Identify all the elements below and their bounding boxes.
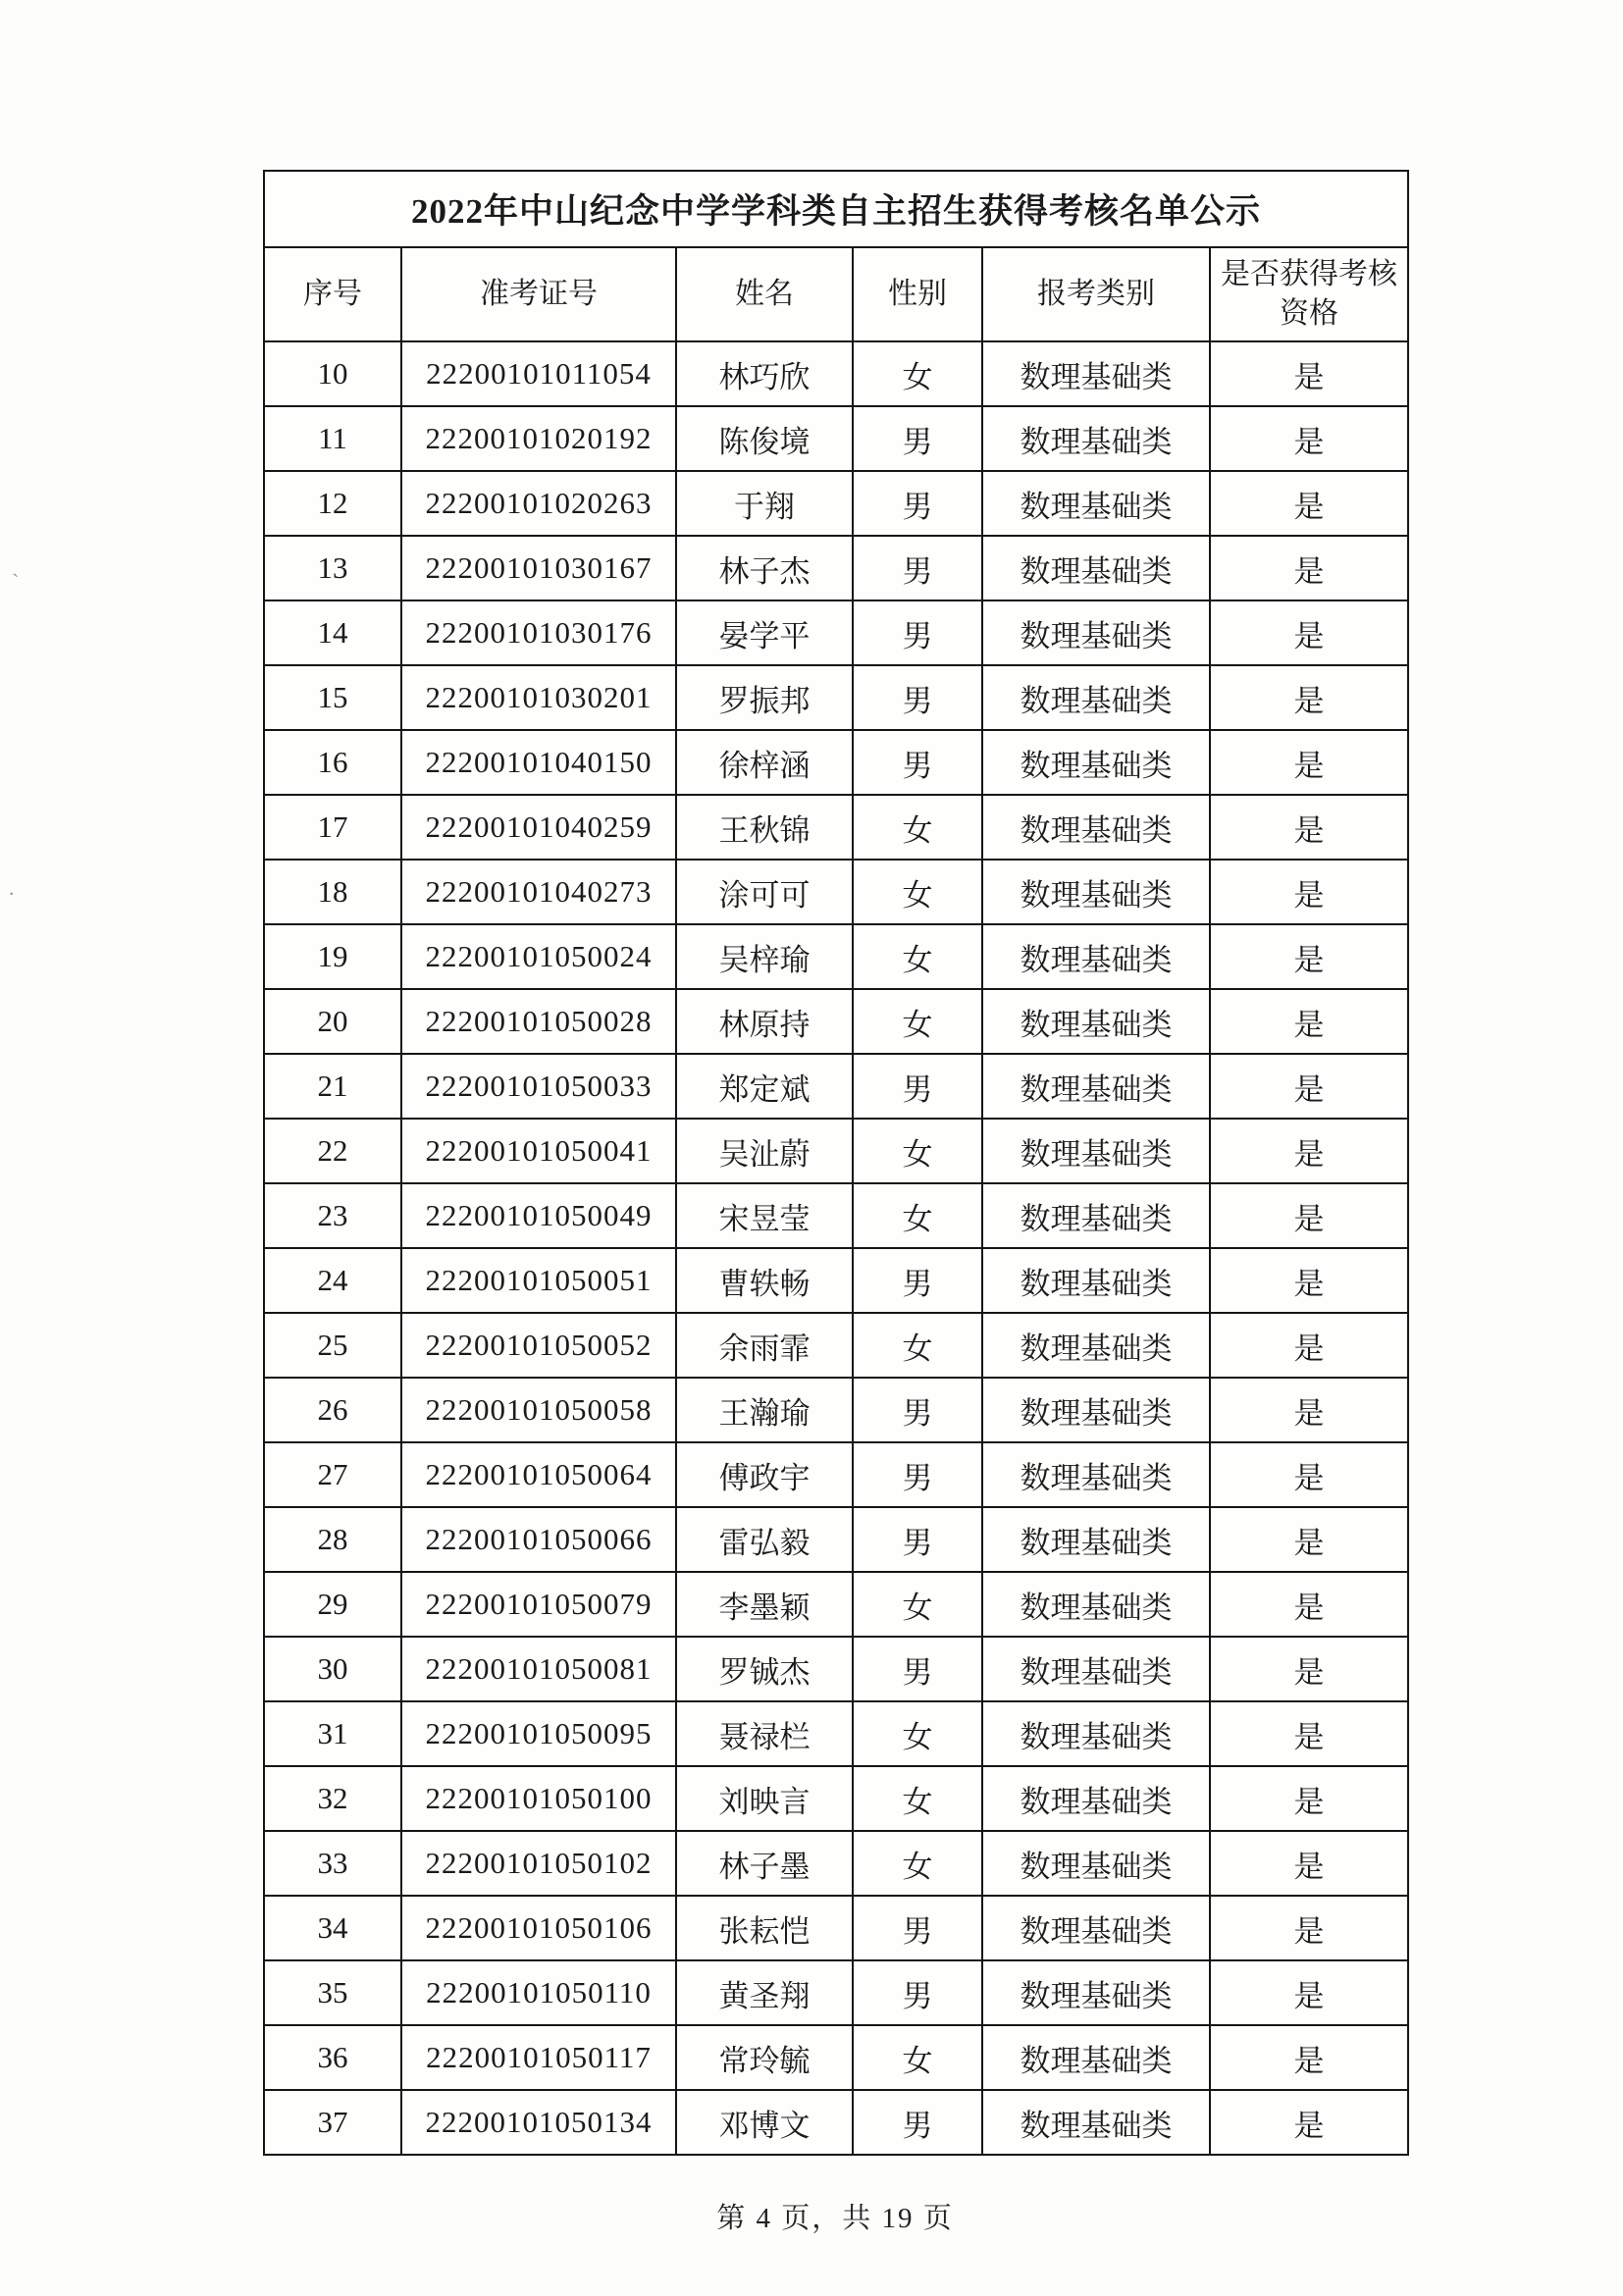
table-cell: 32	[264, 1766, 401, 1831]
table-cell: 是	[1210, 1960, 1408, 2025]
table-cell: 22200101050033	[401, 1054, 676, 1119]
table-row	[264, 665, 1408, 730]
table-cell: 22200101020263	[401, 471, 676, 536]
table-row	[264, 1766, 1408, 1831]
table-cell: 22200101050106	[401, 1896, 676, 1960]
table-cell: 曹轶畅	[676, 1248, 853, 1313]
table-cell: 24	[264, 1248, 401, 1313]
table-cell: 罗铖杰	[676, 1637, 853, 1701]
table-cell: 数理基础类	[982, 471, 1210, 536]
table-cell: 22200101050051	[401, 1248, 676, 1313]
table-cell: 郑定斌	[676, 1054, 853, 1119]
table-cell: 林原持	[676, 989, 853, 1054]
table-cell: 余雨霏	[676, 1313, 853, 1378]
table-cell: 徐梓涵	[676, 730, 853, 795]
table-cell: 34	[264, 1896, 401, 1960]
table-cell: 22200101020192	[401, 406, 676, 471]
table-cell: 28	[264, 1507, 401, 1572]
table-cell: 女	[853, 1119, 982, 1183]
table-cell: 22200101050052	[401, 1313, 676, 1378]
table-cell: 张耘恺	[676, 1896, 853, 1960]
table-cell: 22200101050058	[401, 1378, 676, 1442]
table-cell: 晏学平	[676, 600, 853, 665]
table-cell: 宋昱莹	[676, 1183, 853, 1248]
table-cell: 是	[1210, 600, 1408, 665]
table-cell: 是	[1210, 1507, 1408, 1572]
table-cell: 19	[264, 924, 401, 989]
table-cell: 12	[264, 471, 401, 536]
table-cell: 是	[1210, 1831, 1408, 1896]
table-cell: 18	[264, 860, 401, 924]
table-row	[264, 341, 1408, 406]
table-cell: 数理基础类	[982, 406, 1210, 471]
page-number: 第 4 页，共 19 页	[716, 2203, 954, 2234]
table-row	[264, 1896, 1408, 1960]
table-cell: 吴梓瑜	[676, 924, 853, 989]
table-cell: 是	[1210, 1313, 1408, 1378]
table-cell: 16	[264, 730, 401, 795]
table-cell: 是	[1210, 1183, 1408, 1248]
table-cell: 是	[1210, 1054, 1408, 1119]
table-cell: 数理基础类	[982, 1313, 1210, 1378]
table-cell: 女	[853, 860, 982, 924]
table-cell: 22	[264, 1119, 401, 1183]
table-row	[264, 406, 1408, 471]
table-cell: 女	[853, 795, 982, 860]
table-cell: 22200101050110	[401, 1960, 676, 2025]
table-cell: 数理基础类	[982, 2090, 1210, 2155]
table-cell: 雷弘毅	[676, 1507, 853, 1572]
table-cell: 数理基础类	[982, 1248, 1210, 1313]
table-cell: 是	[1210, 1896, 1408, 1960]
table-cell: 数理基础类	[982, 1896, 1210, 1960]
qualification-table	[263, 170, 1409, 2156]
table-row	[264, 1442, 1408, 1507]
table-cell: 是	[1210, 1766, 1408, 1831]
table-cell: 22200101050134	[401, 2090, 676, 2155]
table-cell: 22200101050102	[401, 1831, 676, 1896]
table-cell: 22200101040273	[401, 860, 676, 924]
table-cell: 数理基础类	[982, 730, 1210, 795]
table-cell: 是	[1210, 406, 1408, 471]
table-row	[264, 989, 1408, 1054]
table-cell: 22200101030201	[401, 665, 676, 730]
table-cell: 17	[264, 795, 401, 860]
table-cell: 数理基础类	[982, 1637, 1210, 1701]
table-cell: 男	[853, 2090, 982, 2155]
table-cell: 是	[1210, 2090, 1408, 2155]
table-cell: 数理基础类	[982, 860, 1210, 924]
table-cell: 数理基础类	[982, 341, 1210, 406]
table-cell: 数理基础类	[982, 1766, 1210, 1831]
table-cell: 22200101050024	[401, 924, 676, 989]
table-header-row	[264, 247, 1408, 341]
table-row	[264, 1507, 1408, 1572]
table-cell: 是	[1210, 730, 1408, 795]
table-cell: 37	[264, 2090, 401, 2155]
table-cell: 林子墨	[676, 1831, 853, 1896]
table-cell: 邓博文	[676, 2090, 853, 2155]
table-cell: 是	[1210, 1701, 1408, 1766]
table-row	[264, 471, 1408, 536]
table-cell: 22200101050095	[401, 1701, 676, 1766]
table-cell: 11	[264, 406, 401, 471]
table-cell: 是	[1210, 341, 1408, 406]
column-header-seq: 序号	[264, 247, 401, 341]
table-body	[264, 341, 1408, 2155]
table-row	[264, 1378, 1408, 1442]
table-cell: 男	[853, 600, 982, 665]
table-cell: 女	[853, 1313, 982, 1378]
table-cell: 13	[264, 536, 401, 600]
table-cell: 是	[1210, 1378, 1408, 1442]
column-header-name: 姓名	[676, 247, 853, 341]
table-cell: 男	[853, 1960, 982, 2025]
table-cell: 女	[853, 1572, 982, 1637]
table-cell: 女	[853, 1831, 982, 1896]
table-row	[264, 1313, 1408, 1378]
table-cell: 李墨颖	[676, 1572, 853, 1637]
table-cell: 男	[853, 1507, 982, 1572]
table-cell: 22200101050064	[401, 1442, 676, 1507]
table-cell: 30	[264, 1637, 401, 1701]
table-cell: 女	[853, 989, 982, 1054]
table-cell: 是	[1210, 1637, 1408, 1701]
table-cell: 22200101050081	[401, 1637, 676, 1701]
table-cell: 傅政宇	[676, 1442, 853, 1507]
table-cell: 王瀚瑜	[676, 1378, 853, 1442]
table-cell: 31	[264, 1701, 401, 1766]
table-cell: 罗振邦	[676, 665, 853, 730]
table-cell: 22200101050066	[401, 1507, 676, 1572]
column-header-ticket: 准考证号	[401, 247, 676, 341]
table-cell: 是	[1210, 1119, 1408, 1183]
table-cell: 数理基础类	[982, 1378, 1210, 1442]
column-header-category: 报考类别	[982, 247, 1210, 341]
table-cell: 是	[1210, 860, 1408, 924]
table-cell: 15	[264, 665, 401, 730]
table-cell: 是	[1210, 1572, 1408, 1637]
table-cell: 数理基础类	[982, 1960, 1210, 2025]
table-cell: 女	[853, 1183, 982, 1248]
table-cell: 22200101050041	[401, 1119, 676, 1183]
table-cell: 数理基础类	[982, 2025, 1210, 2090]
table-cell: 20	[264, 989, 401, 1054]
table-row	[264, 1054, 1408, 1119]
table-row	[264, 1701, 1408, 1766]
column-header-qualify: 是否获得考核资格	[1210, 247, 1408, 341]
table-title-row	[264, 171, 1408, 247]
table-cell: 数理基础类	[982, 1054, 1210, 1119]
table-row	[264, 1572, 1408, 1637]
table-cell: 22200101050117	[401, 2025, 676, 2090]
table-cell: 21	[264, 1054, 401, 1119]
table-cell: 22200101011054	[401, 341, 676, 406]
table-row	[264, 1119, 1408, 1183]
table-cell: 女	[853, 1701, 982, 1766]
table-cell: 22200101050049	[401, 1183, 676, 1248]
table-cell: 林子杰	[676, 536, 853, 600]
table-cell: 聂禄栏	[676, 1701, 853, 1766]
table-cell: 22200101050079	[401, 1572, 676, 1637]
table-cell: 男	[853, 1378, 982, 1442]
table-cell: 29	[264, 1572, 401, 1637]
table-cell: 男	[853, 471, 982, 536]
table-cell: 常玲毓	[676, 2025, 853, 2090]
table-cell: 25	[264, 1313, 401, 1378]
table-row	[264, 1831, 1408, 1896]
table-cell: 数理基础类	[982, 536, 1210, 600]
table-title: 2022年中山纪念中学学科类自主招生获得考核名单公示	[264, 171, 1408, 247]
table-cell: 于翔	[676, 471, 853, 536]
table-cell: 数理基础类	[982, 1572, 1210, 1637]
table-row	[264, 860, 1408, 924]
table-row	[264, 600, 1408, 665]
table-row	[264, 536, 1408, 600]
table-cell: 36	[264, 2025, 401, 2090]
scan-artifact: `	[12, 569, 20, 594]
table-row	[264, 730, 1408, 795]
table-cell: 女	[853, 341, 982, 406]
table-cell: 数理基础类	[982, 1507, 1210, 1572]
table-cell: 王秋锦	[676, 795, 853, 860]
table-cell: 26	[264, 1378, 401, 1442]
table-cell: 黄圣翔	[676, 1960, 853, 2025]
table-cell: 女	[853, 2025, 982, 2090]
table-cell: 男	[853, 1054, 982, 1119]
table-cell: 22200101040150	[401, 730, 676, 795]
table-cell: 男	[853, 1248, 982, 1313]
table-cell: 23	[264, 1183, 401, 1248]
table-cell: 陈俊境	[676, 406, 853, 471]
table-row	[264, 1248, 1408, 1313]
table-cell: 10	[264, 341, 401, 406]
table-cell: 是	[1210, 795, 1408, 860]
table-cell: 吴沚蔚	[676, 1119, 853, 1183]
table-cell: 男	[853, 1442, 982, 1507]
table-row	[264, 924, 1408, 989]
table-cell: 27	[264, 1442, 401, 1507]
table-row	[264, 1637, 1408, 1701]
table-cell: 女	[853, 924, 982, 989]
table-cell: 男	[853, 1896, 982, 1960]
table-cell: 数理基础类	[982, 1831, 1210, 1896]
table-cell: 数理基础类	[982, 1442, 1210, 1507]
table-cell: 男	[853, 665, 982, 730]
table-cell: 数理基础类	[982, 989, 1210, 1054]
table-cell: 女	[853, 1766, 982, 1831]
table-cell: 数理基础类	[982, 1119, 1210, 1183]
table-cell: 是	[1210, 1442, 1408, 1507]
table-cell: 是	[1210, 924, 1408, 989]
table-cell: 数理基础类	[982, 1701, 1210, 1766]
table-cell: 是	[1210, 471, 1408, 536]
table-cell: 男	[853, 406, 982, 471]
table-cell: 22200101050100	[401, 1766, 676, 1831]
table-cell: 数理基础类	[982, 600, 1210, 665]
table-cell: 22200101030167	[401, 536, 676, 600]
scan-artifact: ·	[5, 880, 18, 907]
table-cell: 男	[853, 536, 982, 600]
table-cell: 22200101050028	[401, 989, 676, 1054]
table-cell: 22200101030176	[401, 600, 676, 665]
table-cell: 涂可可	[676, 860, 853, 924]
table-cell: 是	[1210, 665, 1408, 730]
table-cell: 数理基础类	[982, 924, 1210, 989]
table-cell: 数理基础类	[982, 795, 1210, 860]
table-cell: 男	[853, 1637, 982, 1701]
table-cell: 是	[1210, 536, 1408, 600]
table-row	[264, 2025, 1408, 2090]
table-cell: 数理基础类	[982, 1183, 1210, 1248]
table-cell: 35	[264, 1960, 401, 2025]
table-cell: 14	[264, 600, 401, 665]
table-cell: 是	[1210, 989, 1408, 1054]
table-row	[264, 1960, 1408, 2025]
table-cell: 林巧欣	[676, 341, 853, 406]
column-header-gender: 性别	[853, 247, 982, 341]
table-cell: 男	[853, 730, 982, 795]
table-cell: 33	[264, 1831, 401, 1896]
table-row	[264, 1183, 1408, 1248]
table-row	[264, 795, 1408, 860]
table-row	[264, 2090, 1408, 2155]
table-cell: 是	[1210, 1248, 1408, 1313]
table-cell: 22200101040259	[401, 795, 676, 860]
table-cell: 是	[1210, 2025, 1408, 2090]
table-cell: 刘映言	[676, 1766, 853, 1831]
table-cell: 数理基础类	[982, 665, 1210, 730]
